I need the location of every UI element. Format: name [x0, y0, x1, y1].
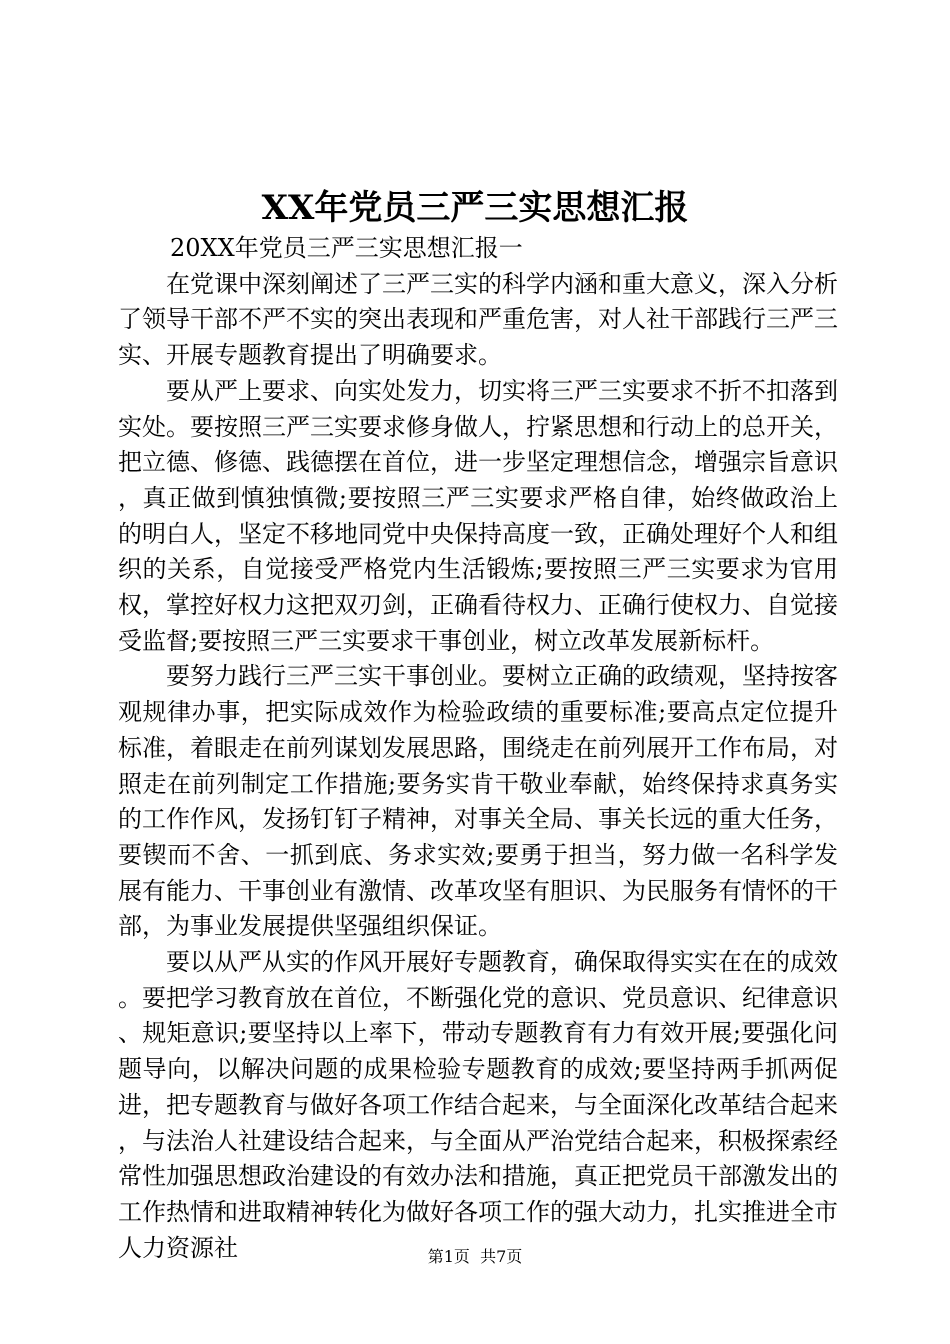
paragraph-3: 要努力践行三严三实干事创业。要树立正确的政绩观，坚持按客观规律办事，把实际成效作为检验政绩的重要标准;要高点定位提升标准，着眼走在前列谋划发展思路，围绕走在前列展开工作布局，对照走在前列制定工作措施;要务实肯干敬业奉献，始终保持求真务实的工作作风，发扬钉钉子精神，对事关全局、事关长远的重大任务，要锲而不舍、一抓到底、务求实效;要勇于担当，努力做一名科学发展有能力、干事创业有激情、改革攻坚有胆识、为民服务有情怀的干部，为事业发展提供坚强组织保证。	[118, 662, 838, 941]
paragraph-4: 要以从严从实的作风开展好专题教育，确保取得实实在在的成效。要把学习教育放在首位，不断强化党的意识、党员意识、纪律意识、规矩意识;要坚持以上率下，带动专题教育有力有效开展;要强化问题导向，以解决问题的成果检验专题教育的成效;要坚持两手抓两促进，把专题教育与做好各项工作结合起来，与全面深化改革结合起来，与法治人社建设结合起来，与全面从严治党结合起来，积极探索经常性加强思想政治建设的有效办法和措施，真正把党员干部激发出的工作热情和进取精神转化为做好各项工作的强大动力，扎实推进全市人力资源社	[118, 948, 838, 1262]
document-title: XX年党员三严三实思想汇报	[261, 188, 689, 228]
document-body	[118, 231, 838, 1266]
paragraph-2: 要从严上要求、向实处发力，切实将三严三实要求不折不扣落到实处。要按照三严三实要求修身做人，拧紧思想和行动上的总开关，把立德、修德、践德摆在首位，进一步坚定理想信念，增强宗旨意识，真正做到慎独慎微;要按照三严三实要求严格自律，始终做政治上的明白人，坚定不移地同党中央保持高度一致，正确处理好个人和组织的关系，自觉接受严格党内生活锻炼;要按照三严三实要求为官用权，掌控好权力这把双刃剑，正确看待权力、正确行使权力、自觉接受监督;要按照三严三实要求干事创业，树立改革发展新标杆。	[118, 376, 838, 655]
document-subtitle: 20XX年党员三严三实思想汇报一	[170, 234, 523, 262]
paragraph-1: 在党课中深刻阐述了三严三实的科学内涵和重大意义，深入分析了领导干部不严不实的突出表现和严重危害，对人社干部践行三严三实、开展专题教育提出了明确要求。	[118, 269, 838, 370]
page-number-footer: 第1页 共7页	[427, 1247, 523, 1266]
